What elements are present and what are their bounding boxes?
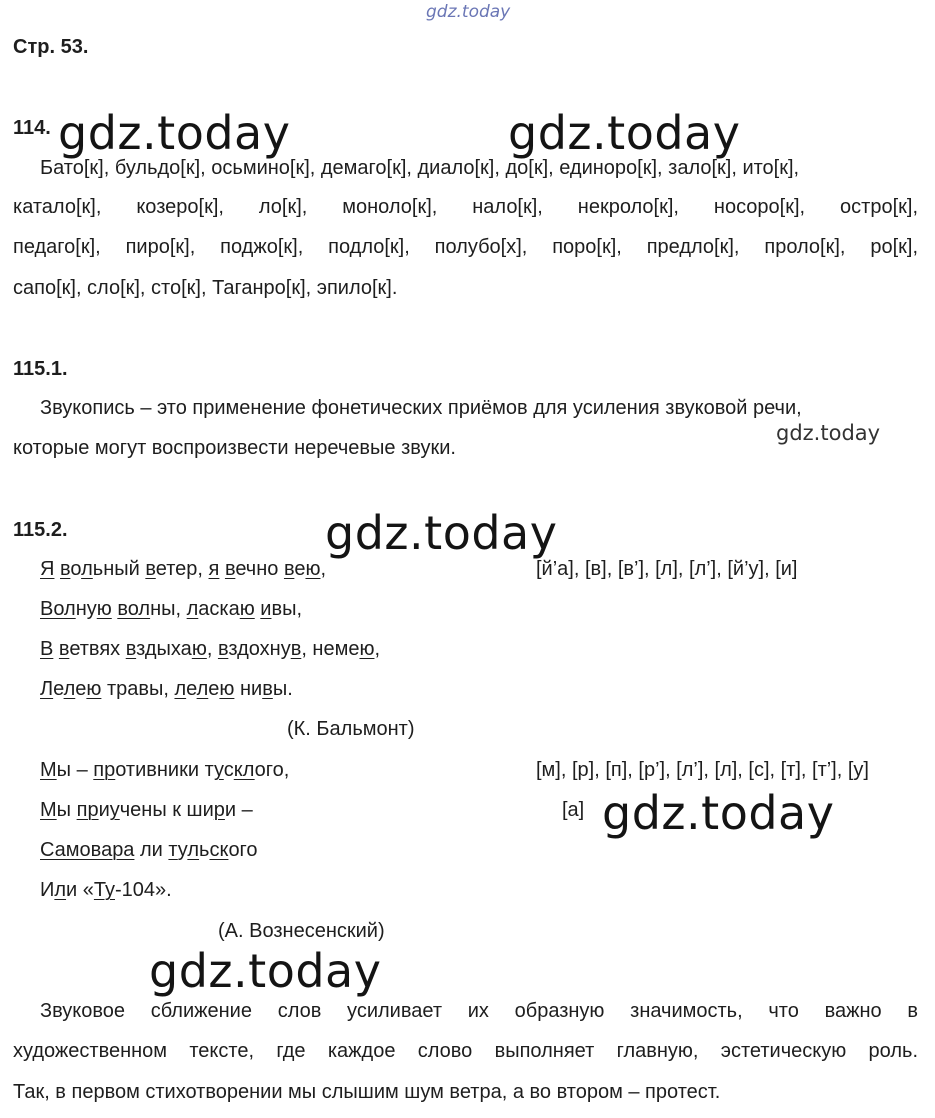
exercise-114-number: 114. — [13, 117, 51, 139]
poem-2-line-1: Мы – противники тусклого, — [40, 759, 290, 781]
exercise-114-line-1: Бато[к], бульдо[к], осьмино[к], демаго[к], диало[к], до[к], единоро[к], зало[к], ито[к], — [40, 157, 800, 179]
conclusion-line-3: Так, в первом стихотворении мы слышим шум ветра, а во втором – протест. — [13, 1081, 721, 1103]
exercise-114-line-2: катало[к], козеро[к], ло[к], моноло[к], нало[к], некроло[к], носоро[к], остро[к], — [13, 196, 918, 218]
watermark: gdz.today — [325, 506, 558, 560]
poem-1-line-3: В ветвях вздыхаю, вздохнув, немею, — [40, 638, 381, 660]
watermark: gdz.today — [508, 106, 741, 160]
conclusion-line-1: Звуковое сближение слов усиливает их образную значимость, что важно в — [40, 1000, 918, 1022]
poem-1-line-4: Лелею травы, лелею нивы. — [40, 678, 293, 700]
poem-1-sounds: [й’а], [в], [в’], [л], [л’], [й’у], [и] — [536, 558, 798, 580]
exercise-115-1-number: 115.1. — [13, 358, 68, 380]
exercise-115-1-line-1: Звукопись – это применение фонетических приёмов для усиления звуковой речи, — [40, 397, 802, 419]
watermark: gdz.today — [149, 944, 382, 998]
watermark: gdz.today — [776, 421, 881, 445]
poem-2-line-3: Самовара ли тульского — [40, 839, 258, 861]
poem-2-line-2: Мы приучены к шири – — [40, 799, 253, 821]
exercise-114-line-4: сапо[к], сло[к], сто[к], Таганро[к], эпило[к]. — [13, 277, 398, 299]
poem-1-line-2: Волную волны, ласкаю ивы, — [40, 598, 303, 620]
poem-1-author: (К. Бальмонт) — [287, 718, 415, 740]
poem-2-author: (А. Вознесенский) — [218, 920, 385, 942]
poem-2-sounds: [м], [р], [п], [р’], [л’], [л], [с], [т], [т’], [у] — [536, 759, 869, 781]
page-label: Стр. 53. — [13, 36, 89, 58]
exercise-115-1-line-2: которые могут воспроизвести неречевые звуки. — [13, 437, 456, 459]
exercise-114-line-3: педаго[к], пиро[к], поджо[к], подло[к], полубо[х], поро[к], предло[к], проло[к], ро[к], — [13, 236, 918, 258]
poem-2-line-4: Или «Ту-104». — [40, 879, 172, 901]
watermark: gdz.today — [58, 106, 291, 160]
watermark: gdz.today — [602, 786, 835, 840]
poem-1-line-1: Я вольный ветер, я вечно вею, — [40, 558, 327, 580]
poem-2-sounds-extra: [а] — [562, 799, 585, 821]
exercise-115-2-number: 115.2. — [13, 519, 68, 541]
watermark-top: gdz.today — [426, 2, 511, 22]
conclusion-line-2: художественном тексте, где каждое слово выполняет главную, эстетическую роль. — [13, 1040, 918, 1062]
